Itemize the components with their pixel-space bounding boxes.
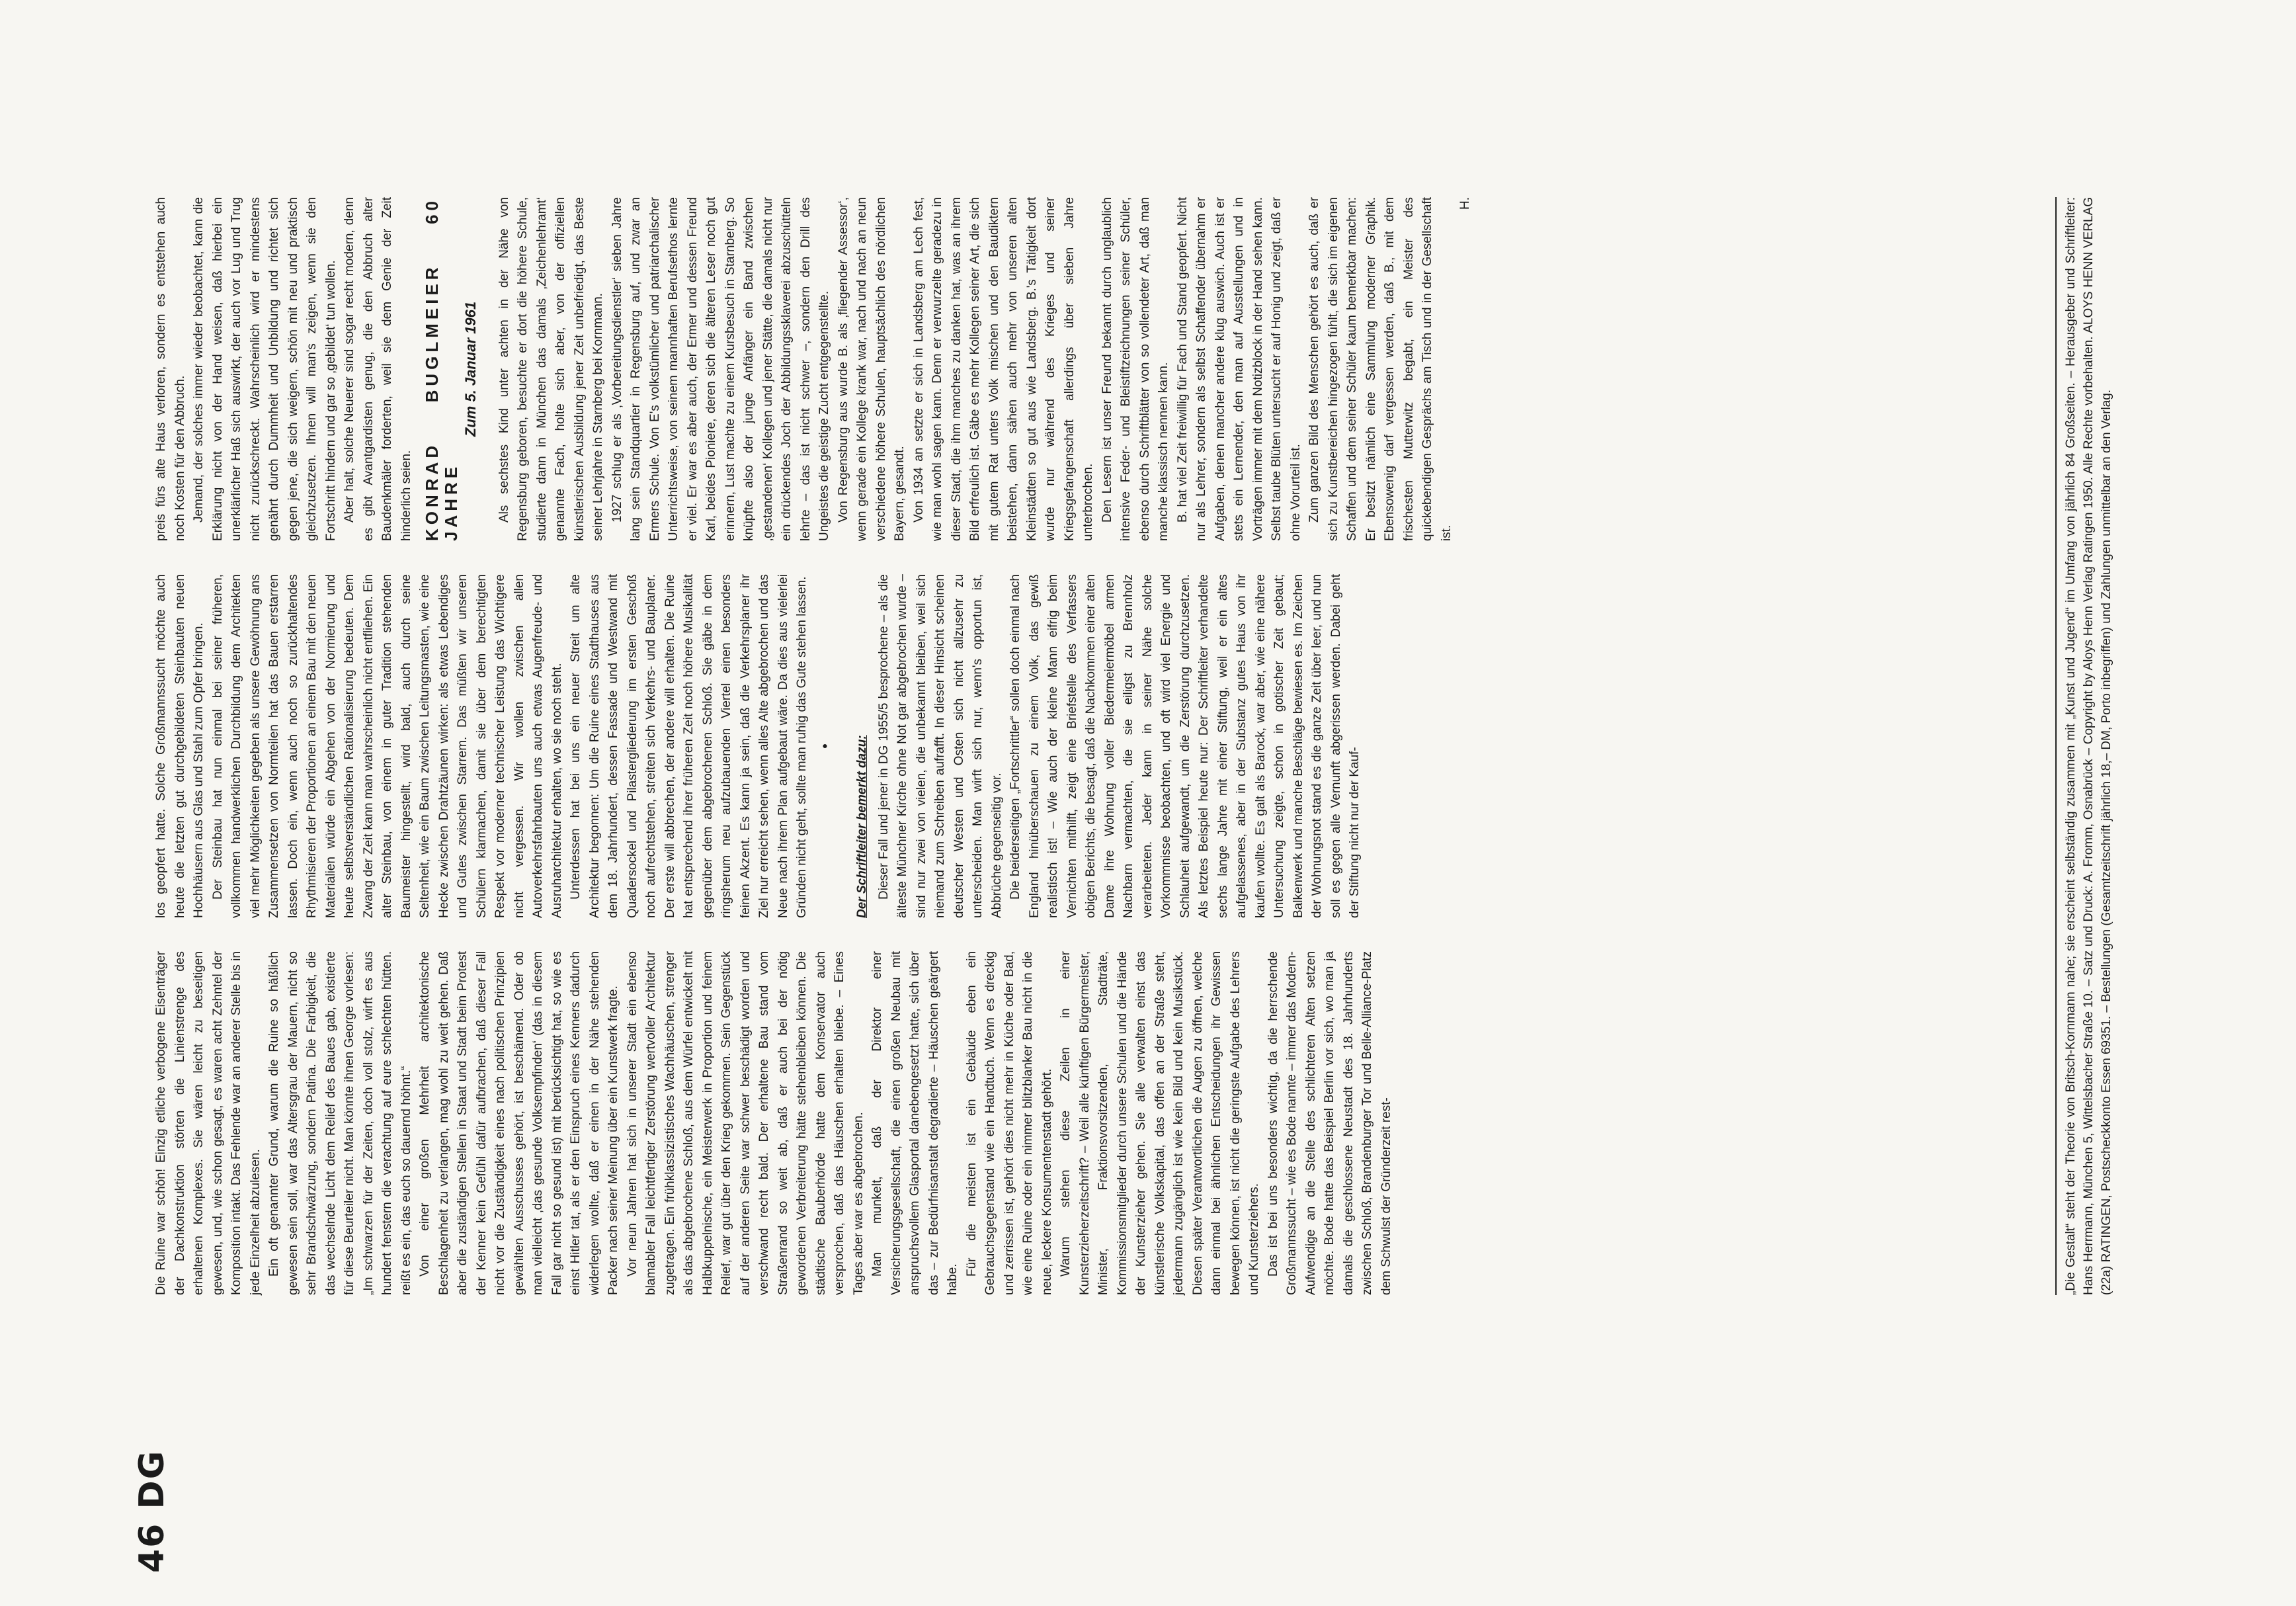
text-column-3 bbox=[152, 197, 1475, 541]
paragraph: Man munkelt, daß der Direktor einer Versicherungsgesellschaft, die einen großen Neubau mit anspruchsvollem Glasportal danebengesetzt hatte, sich über das – zur Bedürfnisanstalt degradierte – Häuschen geärgert habe. bbox=[870, 951, 960, 1295]
paragraph: Das ist bei uns besonders wichtig, da die herrschende Großmannssucht – wie es Bode nannte – immer das Modern-Aufwendige an die Stelle des schlichteren Alten setzen möchte. Bode hatte das Beispiel Berlin vor sich, wo man ja damals die geschlossene Neustadt des 18. Jahrhunderts zwischen Schloß, Brandenburger Tor und Belle-Alliance-Platz dem Schwulst der Gründerzeit rest- bbox=[1266, 951, 1393, 1295]
paragraph: Zum ganzen Bild des Menschen gehört es auch, daß er sich zu Kunstbereichen hingezogen fühlt, die sich im eigenen Schaffen und dem seiner Schüler kaum bemerkbar machen: Er besitzt nämlich eine Sammlung moderner Graphik. Ebensowenig darf vergessen werden, daß B., mit dem frischesten Mutterwitz begabt, ein Meister des quickebendigen Gesprächs am Tisch und in der Gesellschaft ist. bbox=[1307, 197, 1454, 541]
paragraph: Jemand, der solches immer wieder beobachtet, kann die Erklärung nicht von der Hand weisen, daß hierbei ein unerklärlicher Haß sich auswirkt, der auch vor Lug und Trug nicht zurückschreckt. Wahrscheinlich wird er mindestens genährt durch Dummheit und Unbildung und richtet sich gegen jene, die sich weigern, schön mit neu und praktisch gleichzusetzen. Ihnen will man's zeigen, wenn sie den Fortschritt hindern und gar so ‚gebildet‘ tun wollen. bbox=[192, 197, 338, 541]
footer-rule bbox=[2055, 197, 2057, 1295]
paragraph: Der Steinbau hat nun einmal bei seiner früheren, vollkommen handwerklichen Durchbildung dem Architekten viel mehr Möglichkeiten gegeben als unsere Gewöhnung ans Zusammensetzen von Normteilen hat das Bauen erstarren lassen. Doch ein, wenn auch noch so zurückhaltendes Rhythmisieren der Proportionen an einem Bau mit den neuen Materialien würde ein Abgehen von der Normierung und heute selbstverständlichen Rationalisierung bedeuten. Dem Zwang der Zeit kann man wahrscheinlich nicht entfliehen. Ein alter Steinbau, von einem in guter Tradition stehenden Baumeister hingestellt, wird bald, auch durch seine Seltenheit, wie ein Baum zwischen Leitungsmasten, wie eine Hecke zwischen Drahtzäunen wirken: als etwas Lebendiges und Gutes zwischen Starrem. Das müßten wir unseren Schülern klarmachen, damit sie über dem berechtigten Respekt vor moderner technischer Leistung das Wichtigere nicht vergessen. Wir wollen zwischen allen Autoverkehrsfahrbauten uns auch etwas Augenfreude- und Ausruharchitektur erhalten, wo sie noch steht. bbox=[210, 574, 564, 918]
paragraph: Von Regensburg aus wurde B. als ‚fliegender Assessor‘, wenn gerade ein Kollege krank war, nach und nach an neun verschiedene höhere Schulen, hauptsächlich des nördlichen Bayern, gesandt. bbox=[836, 197, 907, 541]
paragraph: Als sechstes Kind unter achten in der Nähe von Regensburg geboren, besuchte er dort die höhere Schule, studierte dann in München das damals ‚Zeichenlehramt‘ genannte Fach, holte sich aber, von der offiziellen künstlerischen Ausbildung jener Zeit unbefriedigt, das Beste seiner Lehrjahre in Starnberg bei Kornmann. bbox=[497, 197, 605, 541]
paragraph: Die beiderseitigen „Fortschrittler“ sollen doch einmal nach England hinüberschauen zu einem Volk, das gewiß realistisch ist! – Wie auch der kleine Mann eifrig beim Vernichten mithilft, zeigt eine Briefstelle des Verfassers obigen Berichts, die besagt, daß die Nachkommen einer alten Dame ihre Wohnung voller Biedermeiermöbel armen Nachbarn vermachten, die sie eiligst zu Brennholz verarbeiteten. Jeder kann in seiner Nähe solche Vorkommnisse beobachten, und oft wird viel Energie und Schlauheit aufgewandt, um die Zerstörung durchzusetzen. Als letztes Beispiel heute nur: Der Schriftleiter verhandelte sechs lange Jahre mit einer Stiftung, weil er ein altes aufgelassenes, aber in der Substanz gutes Haus von ihr kaufen wollte. Es galt als Barock, war aber, wie eine nähere Untersuchung zeigte, schon in gotischer Zeit gebaut; Balkenwerk und manche Beschläge bewiesen es. Im Zeichen der Wohnungsnot stand es die ganze Zeit über leer, und nun soll es gegen alle Vernunft abgerissen werden. Dabei geht der Stiftung nicht nur der Kauf- bbox=[1008, 574, 1362, 918]
paragraph: Für die meisten ist ein Gebäude eben ein Gebrauchsgegenstand wie ein Handtuch. Wenn es dreckig und zerrissen ist, gehört dies nicht mehr in Küche oder Bad, wie eine Ruine oder ein nimmer blitzblanker Bau nicht in die neue, leckere Konsumentenstadt gehört. bbox=[964, 951, 1054, 1295]
paragraph: preis fürs alte Haus verloren, sondern es entstehen auch noch Kosten für den Abbruch. bbox=[154, 197, 187, 541]
paragraph: Von 1934 an setzte er sich in Landsberg am Lech fest, wie man wohl sagen kann. Denn er verwurzelte geradezu in dieser Stadt, die ihm manches zu danken hat, was an ihrem Bild erfreulich ist. Gäbe es mehr Kollegen seiner Art, die sich mit gutem Rat unters Volk mischen und den Baudiktern beistehen, dann sähen auch mehr von unseren alten Kleinstädten so gut aus wie Landsberg. B.'s Tätigkeit dort wurde nur während des Krieges und seiner Kriegsgefangenschaft allerdings über sieben Jahre unterbrochen. bbox=[911, 197, 1095, 541]
paragraph: Den Lesern ist unser Freund bekannt durch unglaublich intensive Feder- und Bleistiftzeichnungen seiner Schüler, ebenso durch Schriftblätter von so vollendeter Art, daß man manche klassisch nennen kann. bbox=[1100, 197, 1170, 541]
text-column-2 bbox=[152, 574, 1365, 918]
paragraph: los geopfert hatte. Solche Großmannssucht möchte auch heute die letzten gut durchgebildeten Steinbauten neuen Hochhäusern aus Glas und Stahl zum Opfer bringen. bbox=[154, 574, 206, 918]
paragraph: B. hat viel Zeit freiwillig für Fach und Stand geopfert. Nicht nur als Lehrer, sondern als selbst Schaffender übernahm er Aufgaben, denen mancher andere klug auswich. Auch ist er stets ein Lernender, den man auf Ausstellungen und in Vorträgen immer mit dem Notizblock in der Hand sehen kann. Selbst taube Blüten untersucht er auf Honig und zeigt, daß er ohne Vorurteil ist. bbox=[1175, 197, 1303, 541]
paragraph: Aber halt, solche Neuerer sind sogar recht modern, denn es gibt Avantgardisten genug, die den Abbruch alter Baudenkmäler forderten, weil sie dem Genie der Zeit hinderlich seien. bbox=[343, 197, 413, 541]
signature: H. bbox=[1458, 197, 1472, 210]
paragraph: Ein oft genannter Grund, warum die Ruine so häßlich gewesen sein soll, war das Altersgrau der Mauern, nicht so sehr Brandschwärzung, sondern Patina. Die Farbigkeit, die das wechselnde Licht dem Relief des Baues gab, existierte für diese Beurteiler nicht. Man könnte ihnen George vorlesen: „Im schwarzen für der Zeiten, doch voll stolz, wirft es aus hundert fenstern die verachtung auf eure schlechten hütten. reißt es ein, das euch so dauernd höhnt.“ bbox=[267, 951, 413, 1295]
text-column-1 bbox=[152, 951, 1396, 1295]
paragraph: Warum stehen diese Zeilen in einer Kunsterzieherzeitschrift? – Weil alle künftigen Bürgermeister, Minister, Fraktionsvorsitzenden, Stadträte, Kommissionsmitglieder durch unsere Schulen und die Hände der Kunsterzieher gehen. Sie alle verwalten einst das künstlerische Volkskapital, das offen an der Straße steht, jedermann zugänglich ist wie kein Bild und kein Musikstück. Diesen später Verantwortlichen die Augen zu öffnen, welche dann einmal bei ähnlichen Entscheidungen ihr Gewissen bewegen können, ist nicht die geringste Aufgabe des Lehrers und Kunsterziehers. bbox=[1059, 951, 1261, 1295]
paragraph: Die Ruine war schön! Einzig etliche verbogene Eisenträger der Dachkonstruktion störten die Linienstrenge des erhaltenen Komplexes. Sie wären leicht zu beseitigen gewesen, und, wie schon gesagt, es waren acht Zehntel der Komposition intakt. Das Fehlende war an anderer Stelle bis in jede Einzelheit abzulesen. bbox=[154, 951, 263, 1295]
paragraph: Dieser Fall und jener in DG 1955/5 besprochene – als die älteste Münchner Kirche ohne Not gar abgebrochen wurde – sind nur zwei von vielen, die unbekannt bleiben, weil sich niemand zum Schreiben aufrafft. In dieser Hinsicht scheinen deutscher Westen und Osten sich nicht allzusehr zu unterscheiden. Man wirft sich nur, wenn's opportun ist, Abbrüche gegenseitig vor. bbox=[876, 574, 1004, 918]
paragraph: Unterdessen hat bei uns ein neuer Streit um alte Architektur begonnen: Um die Ruine eines Stadthauses aus dem 18. Jahrhundert, dessen Fassade und Westwand mit Quadersockel und Pilastergliederung im ersten Geschoß noch aufrechtstehen, streiten sich Verkehrs- und Bauplaner. Der erste will abbrechen, der andere will erhalten. Die Ruine hat entsprechend ihrer früheren Zeit noch höhere Musikalität gegenüber dem abgebrochenen Schloß. Sie gäbe in dem ringsherum neu aufzubauenden Viertel einen besonders feinen Akzent. Es kann ja sein, daß die Verkehrsplaner ihr Ziel nur erreicht sehen, wenn alles Alte abgebrochen und das Neue nach ihrem Plan aufgebaut wäre. Da dies aus vielerlei Gründen nicht geht, sollte man ruhig das Gute stehen lassen. bbox=[569, 574, 809, 918]
paragraph: Vor neun Jahren hat sich in unserer Stadt ein ebenso blamabler Fall leichtfertiger Zerstörung wertvoller Architektur zugetragen. Ein frühklassizistisches Wachhäuschen, strenger als das abgebrochene Schloß, aus dem Würfel entwickelt mit Halbkuppelnische, ein Meisterwerk in Proportion und feinem Relief, war gut über den Krieg gekommen. Sein Gegenstück auf der anderen Seite war schwer beschädigt worden und verschwand recht bald. Der erhaltene Bau stand vom Straßenrand so weit ab, daß er auch bei der nötig gewordenen Verbreiterung hätte stehenbleiben können. Die städtische Bauberhörde hatte dem Konservator auch versprochen, daß das Häuschen erhalten bliebe. – Eines Tages aber war es abgebrochen. bbox=[625, 951, 866, 1295]
page-number: 46 DG bbox=[132, 1449, 172, 1573]
paragraph: Von einer großen Mehrheit architektonische Beschlagenheit zu verlangen, mag wohl zu weit gehen. Daß aber die zuständigen Stellen in Staat und Stadt beim Protest der Kenner kein Gefühl dafür aufbrachen, daß dieser Fall nicht vor die Zuständigkeit eines nach politischen Prinzipien gewählten Ausschusses gehört, ist beschämend. Oder ob man vielleicht ‚das gesunde Volksempfinden‘ (das in diesem Fall gar nicht so gesund ist) mit berücksichtigt hat, so wie es einst Hitler tat, als er den Einspruch eines Kenners dadurch widerlegen wollte, daß er einen in der Nähe stehenden Packer nach seiner Meinung über ein Kunstwerk fragte. bbox=[418, 951, 620, 1295]
paragraph: 1927 schlug er als ‚Vorbereitungsdienstler‘ sieben Jahre lang sein Standquartier in Regensburg auf, und zwar an Ermers Schule. Von E's volkstümlicher und patriarchalischer Unterrichtsweise, von seinem mannhaften Berufsethos lernte er viel. Er war es aber auch, der Ermer und dessen Freund Karl, beides Pioniere, deren sich die älteren Leser noch gut erinnern, Lust machte zu einem Kursbesuch in Starnberg. So knüpfte also der junge Anfänger ein Band zwischen ‚gestandenen‘ Kollegen und jener Stätte, die damals nicht nur ein drückendes Joch der Abbildungssklaverei abzuschütteln lehrte – das ist nicht schwer –, sondern den Drill des Ungeistes die geistige Zucht entgegenstellte. bbox=[610, 197, 831, 541]
article-title: KONRAD BUGLMEIER 60 JAHRE bbox=[422, 197, 461, 541]
article-subtitle: Zum 5. Januar 1961 bbox=[462, 301, 479, 437]
separator-dot: • bbox=[816, 743, 833, 749]
publisher-footer: „Die Gestalt“ steht der Theorie von Britsch-Kornmann nahe; sie erscheint selbständig zusammen mit „Kunst und Jugend“ im Umfang von jährlich 84 Großseiten. – Herausgeber und Schriftleiter: Hans Herrmann, München 5, Wittelsbacher Straße 10. – Satz und Druck: A. Fromm, Osnabrück – Copyright by Aloys Henn Verlag Ratingen 1950. Alle Rechte vorbehalten. ALOYS HENN VERLAG (22a) RATINGEN, Postscheckkonto Essen 69351. – Bestellungen (Gesamtzeitschrift jährlich 18,– DM, Porto inbegriffen) und Zahlungen unmittelbar an den Verlag. bbox=[2064, 197, 2113, 1295]
editor-heading: Der Schriftleiter bemerkt dazu: bbox=[855, 735, 869, 918]
